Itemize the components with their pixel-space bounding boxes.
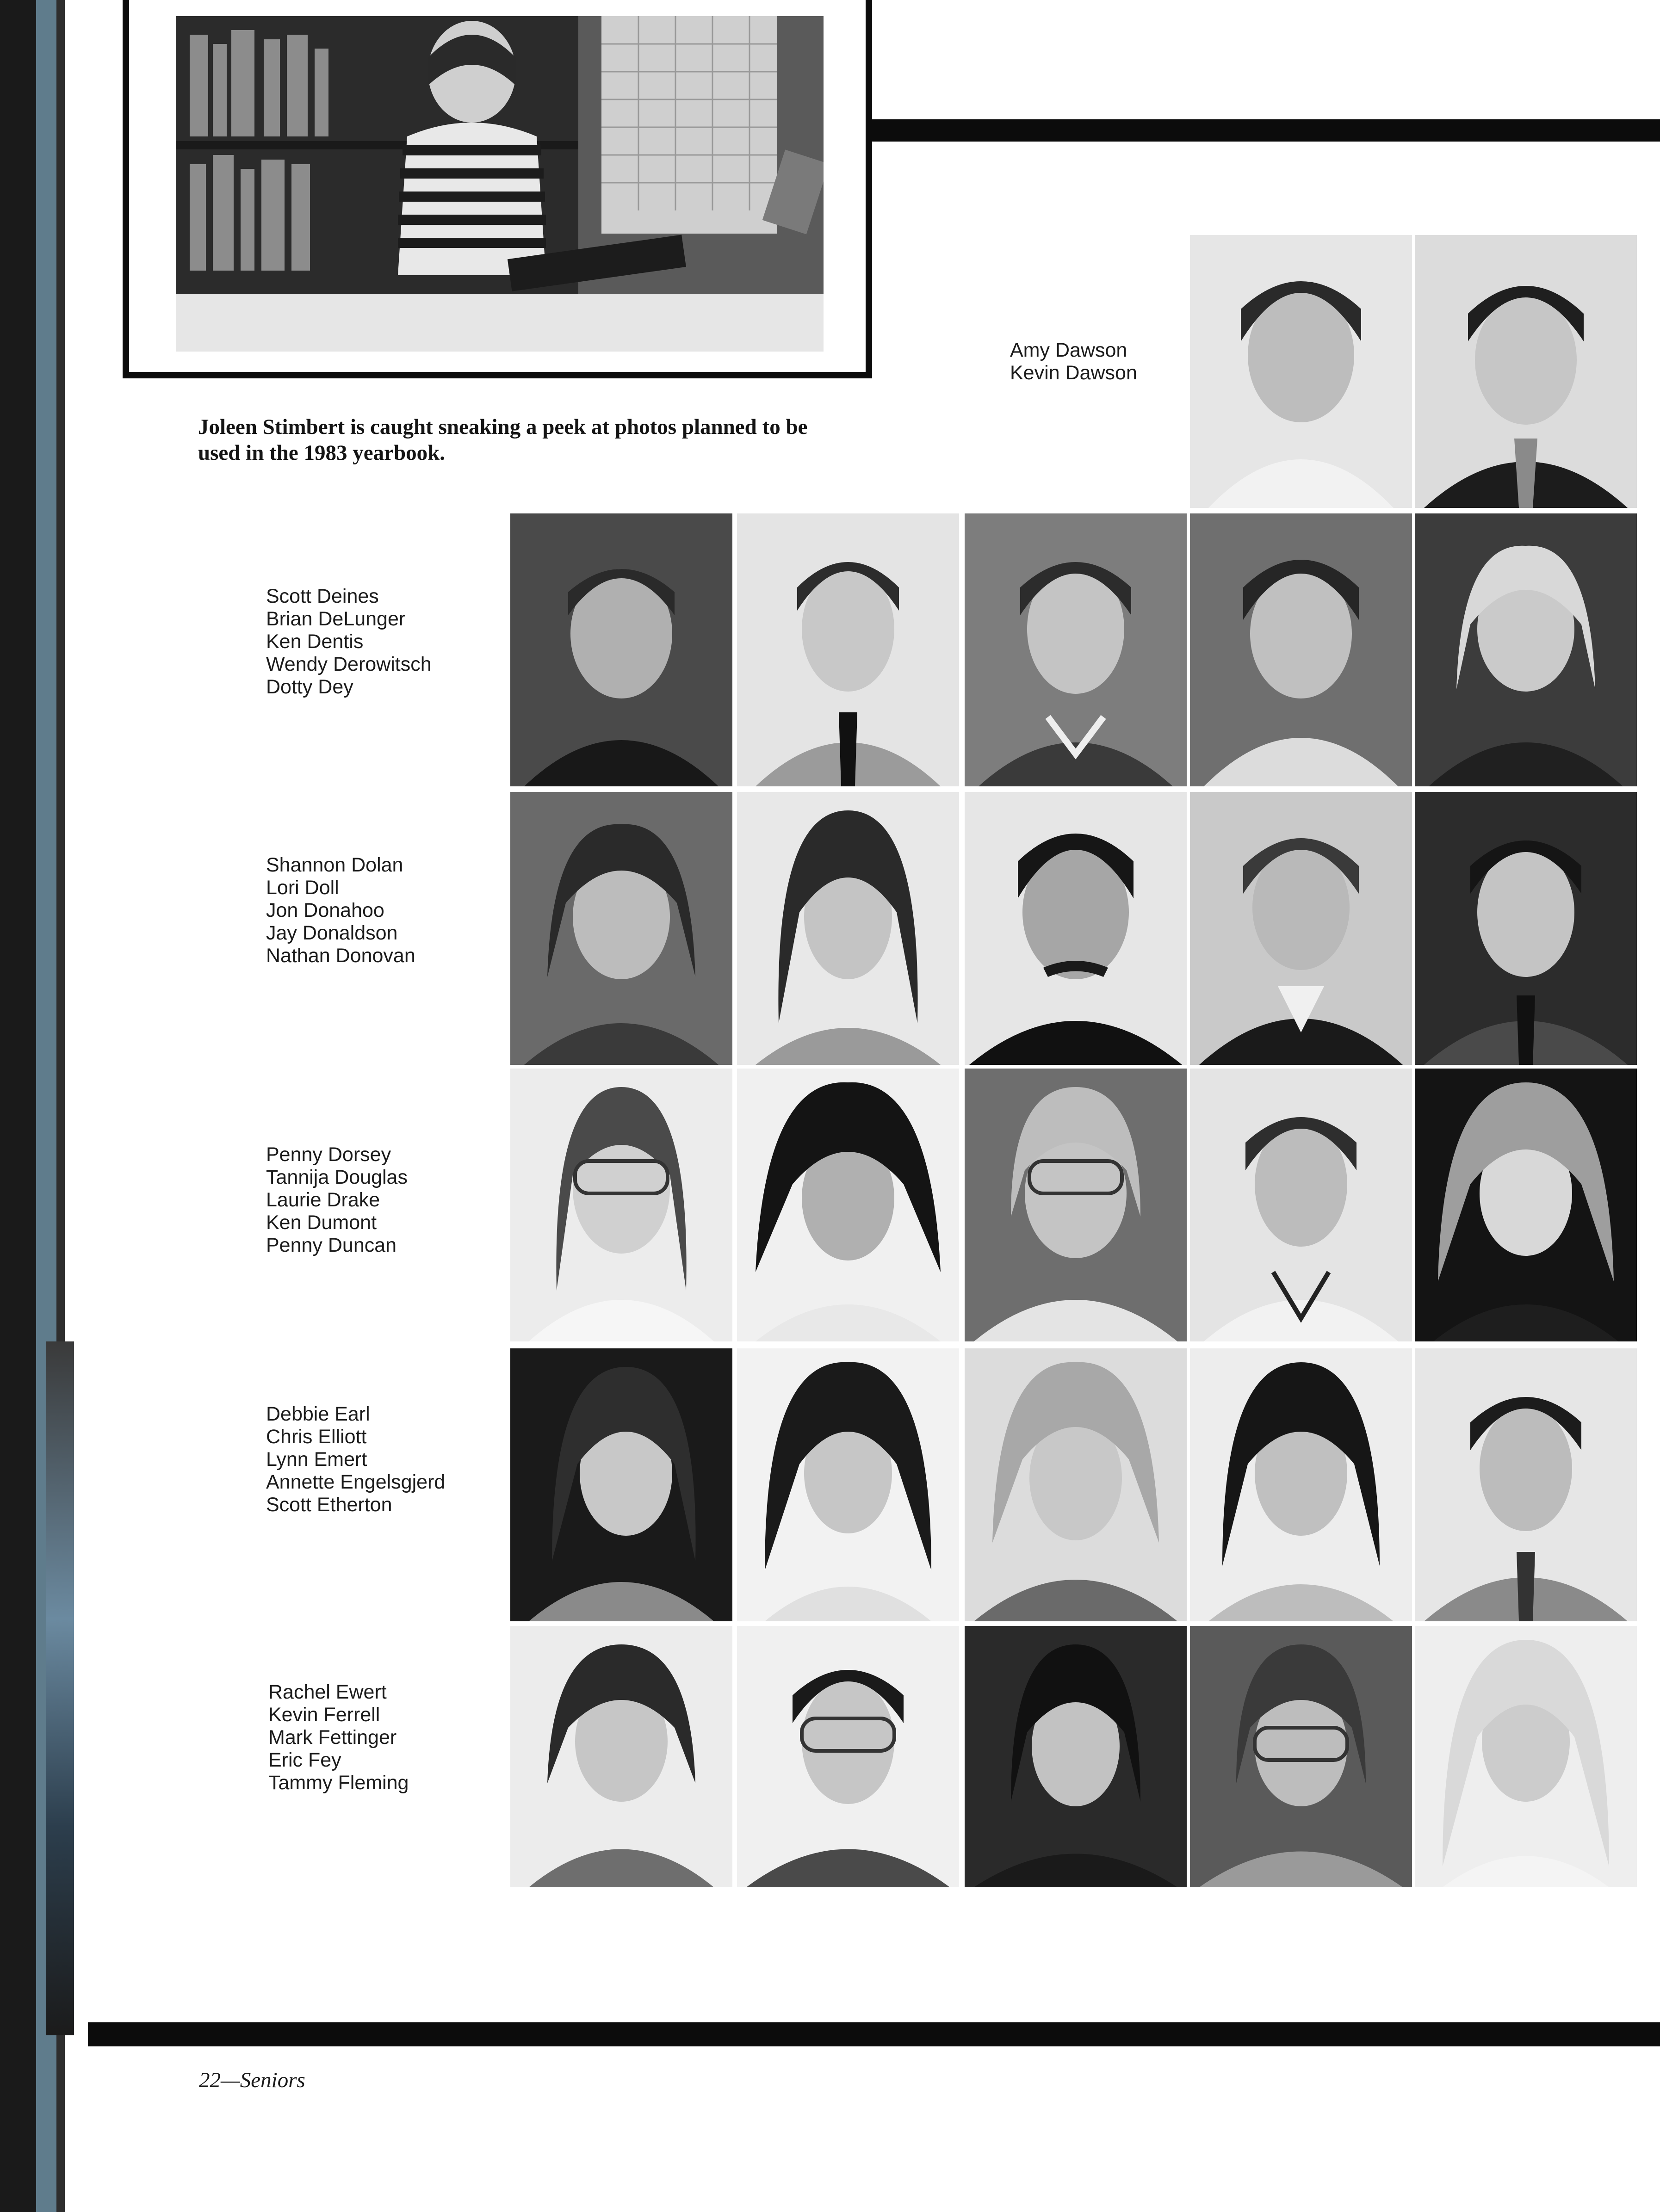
name-label: Kevin Ferrell xyxy=(268,1704,380,1726)
portrait-photo xyxy=(1415,792,1637,1065)
portrait-photo xyxy=(510,792,732,1065)
name-label: Eric Fey xyxy=(268,1749,341,1771)
name-label: Chris Elliott xyxy=(266,1426,367,1448)
name-block xyxy=(266,1143,408,1257)
portrait-photo xyxy=(510,1348,732,1621)
name-label: Jon Donahoo xyxy=(266,899,384,921)
portrait-photo xyxy=(1190,235,1412,508)
portrait-photo xyxy=(1190,1626,1412,1887)
bottom-rule xyxy=(88,2022,1660,2046)
name-label: Dotty Dey xyxy=(266,676,353,698)
name-block xyxy=(268,1681,409,1794)
portrait-photo xyxy=(1415,513,1637,786)
name-label: Tammy Fleming xyxy=(268,1772,409,1794)
portrait-photo xyxy=(1190,513,1412,786)
portrait-photo xyxy=(965,513,1187,786)
name-label: Mark Fettinger xyxy=(268,1726,397,1749)
name-label: Ken Dentis xyxy=(266,630,364,653)
name-label: Scott Etherton xyxy=(266,1494,392,1516)
name-block xyxy=(266,854,415,967)
name-block xyxy=(266,585,432,698)
portrait-photo xyxy=(1190,792,1412,1065)
name-label: Lynn Emert xyxy=(266,1448,367,1471)
portrait-photo xyxy=(737,1626,959,1887)
name-label: Jay Donaldson xyxy=(266,922,398,944)
portrait-photo xyxy=(965,1626,1187,1887)
portrait-photo xyxy=(510,513,732,786)
candid-photo xyxy=(176,16,824,352)
portrait-photo xyxy=(965,1069,1187,1341)
name-label: Debbie Earl xyxy=(266,1403,370,1425)
name-label: Tannija Douglas xyxy=(266,1166,408,1188)
candid-photo-image xyxy=(176,16,824,352)
name-label: Lori Doll xyxy=(266,877,339,899)
portrait-photo xyxy=(1415,235,1637,508)
page-folio: 22—Seniors xyxy=(199,2068,305,2092)
name-label: Ken Dumont xyxy=(266,1211,377,1234)
name-label: Scott Deines xyxy=(266,585,379,607)
portrait-photo xyxy=(1190,1069,1412,1341)
binding-photo-strip xyxy=(46,1341,74,2035)
name-label: Brian DeLunger xyxy=(266,608,406,630)
photo-caption: Joleen Stimbert is caught sneaking a peek at photos planned to be used in the 1983 yearbook. xyxy=(198,415,808,465)
name-label: Amy Dawson xyxy=(1010,339,1127,361)
portrait-photo xyxy=(737,1348,959,1621)
name-label: Rachel Ewert xyxy=(268,1681,387,1703)
name-block xyxy=(266,1403,445,1516)
name-label: Annette Engelsgjerd xyxy=(266,1471,446,1493)
portrait-photo xyxy=(1190,1348,1412,1621)
portrait-photo xyxy=(737,1069,959,1341)
portrait-photo xyxy=(737,513,959,786)
portrait-photo xyxy=(510,1069,732,1341)
name-label: Penny Dorsey xyxy=(266,1143,391,1166)
portrait-photo xyxy=(1415,1069,1637,1341)
portrait-photo xyxy=(1415,1626,1637,1887)
name-label: Laurie Drake xyxy=(266,1189,380,1211)
portrait-photo xyxy=(510,1626,732,1887)
portrait-photo xyxy=(965,1348,1187,1621)
top-names xyxy=(1010,339,1137,384)
portrait-photo xyxy=(965,792,1187,1065)
top-rule xyxy=(870,119,1660,142)
name-label: Penny Duncan xyxy=(266,1234,397,1256)
name-label: Shannon Dolan xyxy=(266,854,403,876)
name-label: Kevin Dawson xyxy=(1010,362,1137,384)
name-label: Nathan Donovan xyxy=(266,945,415,967)
portrait-photo xyxy=(737,792,959,1065)
name-label: Wendy Derowitsch xyxy=(266,653,432,675)
portrait-photo xyxy=(1415,1348,1637,1621)
